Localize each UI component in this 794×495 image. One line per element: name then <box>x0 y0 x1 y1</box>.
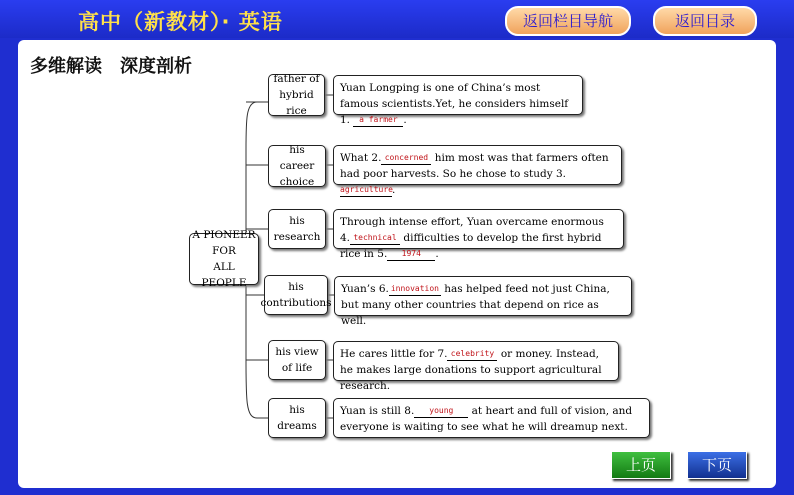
category-node-research <box>268 209 326 249</box>
answer-blank: 1974 <box>387 248 435 261</box>
detail-node-4 <box>334 276 632 327</box>
blank-number: 2. <box>371 152 382 164</box>
answer-blank: celebrity <box>447 348 497 361</box>
category-line: his <box>288 281 304 293</box>
blank-number: 4. <box>340 232 351 244</box>
detail-text: Yuan Longping is one of China’s most famous scientists.Yet, he considers himself <box>340 82 569 110</box>
answer-blank: innovation <box>389 283 441 296</box>
answer-blank: technical <box>350 232 400 245</box>
category-node-career-choice <box>268 145 326 187</box>
category-line: hybrid rice <box>279 89 314 117</box>
root-line-1: A PIONEER <box>192 229 256 241</box>
detail-node-2 <box>333 145 622 196</box>
detail-text: at heart and full of vision, and everyone is waiting to see what he will dreamup next. <box>340 405 633 433</box>
detail-node-3 <box>333 209 624 260</box>
category-line: dreams <box>277 420 317 432</box>
detail-text: Yuan is still <box>340 405 401 417</box>
header-title: 高中（新教材）· 英语 <box>78 10 283 34</box>
category-node-view-of-life <box>268 340 326 380</box>
category-line: his career <box>279 144 315 172</box>
blank-number: 5. <box>377 248 388 260</box>
category-line: research <box>273 231 321 243</box>
detail-node-5 <box>333 341 619 392</box>
detail-text: him most was that farmers often had poor harvests. So he chose to study <box>340 152 609 180</box>
detail-text: Through intense effort, Yuan overcame enormous <box>340 216 604 228</box>
category-line: father of <box>273 73 320 85</box>
prev-page-button[interactable]: 上页 <box>611 451 671 479</box>
answer-blank: concerned <box>381 152 431 165</box>
answer-blank: a farmer <box>353 114 403 127</box>
blank-number: 8. <box>404 405 415 417</box>
detail-text: He cares little for <box>340 348 435 360</box>
detail-text: . <box>392 184 396 196</box>
answer-blank: agriculture <box>340 184 392 197</box>
detail-text: . <box>403 114 407 126</box>
blank-number: 7. <box>437 348 448 360</box>
category-line: contributions <box>260 297 332 309</box>
detail-text: Yuan’s <box>341 283 376 295</box>
category-node-father-of-hybrid-rice <box>268 74 325 116</box>
back-to-section-nav-button[interactable]: 返回栏目导航 <box>505 6 631 36</box>
blank-number: 3. <box>555 168 567 180</box>
blank-number: 6. <box>378 283 389 295</box>
root-node <box>189 229 259 289</box>
detail-text: difficulties to develop the first hybrid rice in <box>340 232 602 260</box>
detail-text: has helped feed not just China, but many other countries that depend on rice as well. <box>341 283 610 327</box>
category-node-contributions <box>260 275 332 315</box>
category-node-dreams <box>268 398 326 438</box>
root-line-3: ALL PEOPLE <box>201 261 247 289</box>
category-line: choice <box>279 176 315 188</box>
category-line: of life <box>281 362 313 374</box>
category-line: his <box>289 215 305 227</box>
detail-node-6 <box>333 398 650 438</box>
back-to-toc-button[interactable]: 返回目录 <box>653 6 757 36</box>
detail-node-1 <box>333 75 583 126</box>
answer-blank: young <box>414 405 468 418</box>
detail-text: . <box>435 248 439 260</box>
detail-text: or money. Instead, he makes large donations to support agricultural research. <box>340 348 602 392</box>
category-line: his <box>289 404 305 416</box>
next-page-button[interactable]: 下页 <box>687 451 747 479</box>
detail-text: What <box>340 152 369 164</box>
root-line-2: FOR <box>212 245 236 257</box>
blank-number: 1. <box>340 114 351 126</box>
section-title: 多维解读 深度剖析 <box>30 56 192 77</box>
category-line: his view <box>275 346 319 358</box>
